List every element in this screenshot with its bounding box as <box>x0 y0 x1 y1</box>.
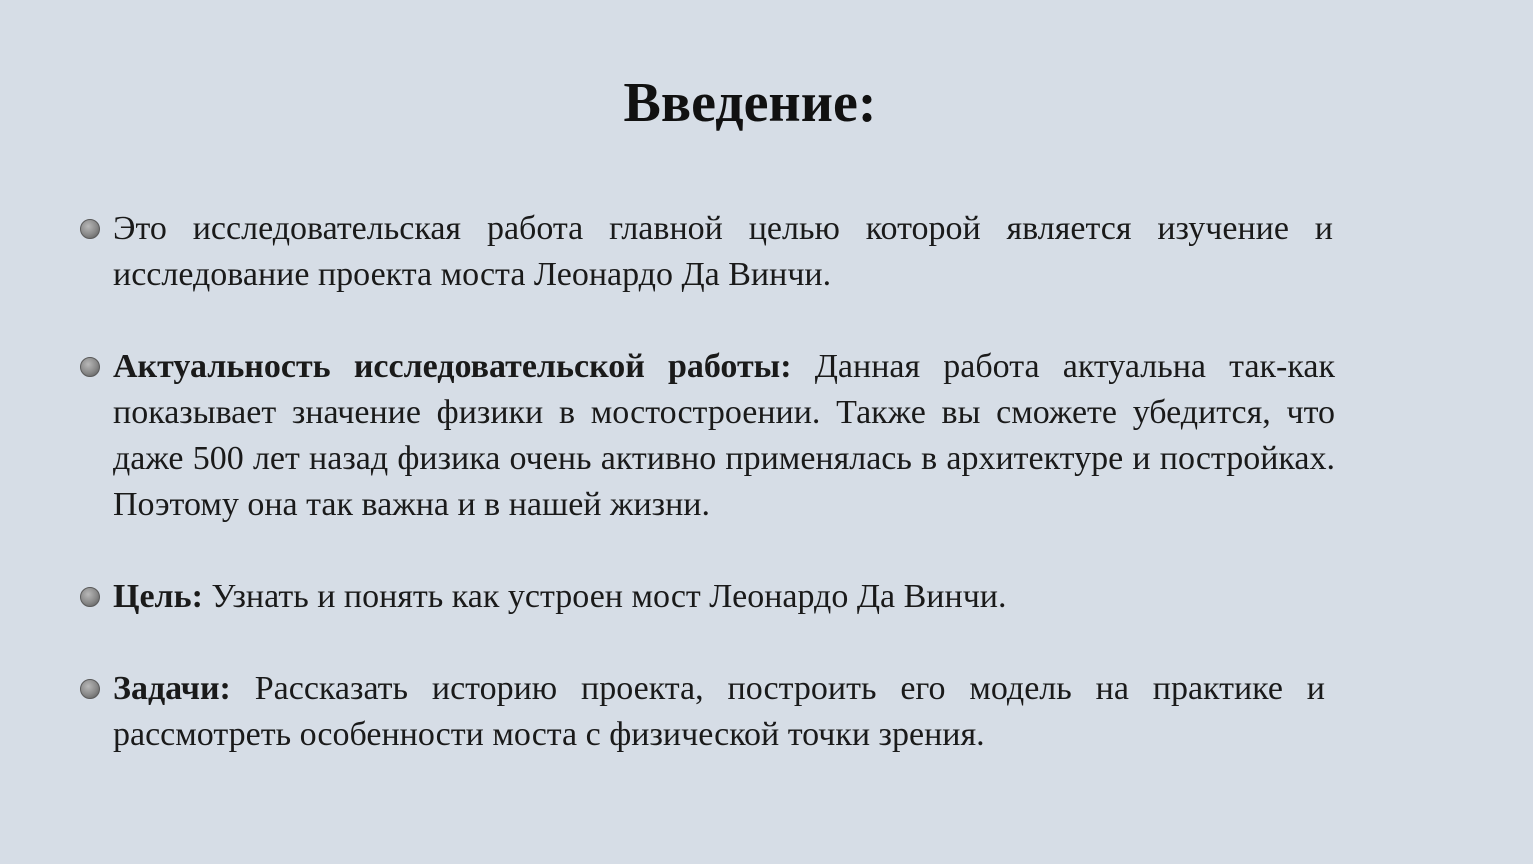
bullet-icon <box>80 219 100 239</box>
list-item <box>80 574 1340 620</box>
item-label: Цель: <box>113 578 203 615</box>
list-item <box>80 666 1325 758</box>
item-text: Узнать и понять как устроен мост Леонардо Да Винчи. <box>202 578 1007 615</box>
item-label: Задачи: <box>113 670 231 707</box>
item-text: Данная работа актуальна так-как показывает значение физики в мостостроении. Также вы сможете убедится, что даже 500 лет назад физика очень активно применялась в архитектуре и постройках. Поэтому она так важна и в нашей жизни. <box>113 348 1335 523</box>
bullet-icon <box>80 587 100 607</box>
slide-title: Введение: <box>623 72 877 134</box>
item-text: Это исследовательская работа главной целью которой является изучение и исследование проекта моста Леонардо Да Винчи. <box>113 210 1333 293</box>
bullet-icon <box>80 357 100 377</box>
list-item <box>80 206 1333 298</box>
item-label: Актуальность исследовательской работы: <box>113 348 792 385</box>
bullet-icon <box>80 679 100 699</box>
item-text: Рассказать историю проекта, построить его модель на практике и рассмотреть особенности моста с физической точки зрения. <box>113 670 1325 753</box>
bullet-list <box>80 206 1340 804</box>
list-item <box>80 344 1335 528</box>
